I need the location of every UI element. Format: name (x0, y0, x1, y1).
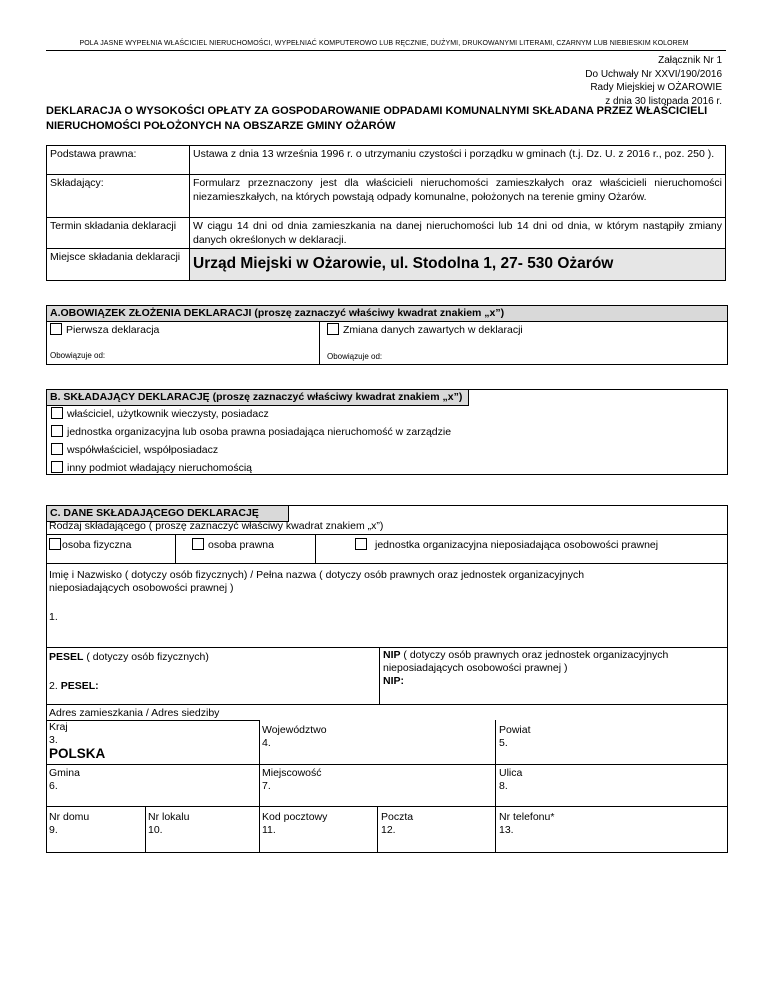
divider (47, 764, 727, 765)
pesel-label-bold: PESEL (49, 651, 84, 663)
post-office-num: 12. (381, 824, 396, 836)
county-field[interactable] (499, 724, 531, 750)
apartment-number-num: 10. (148, 824, 163, 836)
postal-code-num: 11. (262, 824, 276, 836)
address-label: Adres zamieszkania / Adres siedziby (49, 707, 220, 719)
valid-from-label: Obowiązuje od: (327, 352, 383, 361)
option-other-entity[interactable] (51, 461, 252, 475)
checkbox[interactable] (50, 323, 62, 335)
valid-from-label: Obowiązuje od: (50, 351, 106, 360)
section-c-header: C. DANE SKŁADAJĄCEGO DEKLARACJĘ (47, 506, 289, 522)
postal-code-label: Kod pocztowy (262, 811, 328, 823)
name-label-line: Imię i Nazwisko ( dotyczy osób fizycznych) / Pełna nazwa ( dotyczy osób prawnych oraz jednostek organizacyjnych (49, 569, 585, 581)
pesel-field-num: 2. (49, 680, 58, 692)
country-num: 3. (49, 734, 58, 746)
basis-label: Podstawa prawna: (47, 146, 190, 175)
locality-field[interactable] (262, 767, 322, 793)
option-label: współwłaściciel, współposiadacz (67, 444, 219, 456)
country-value: POLSKA (49, 746, 106, 761)
option-label: właściciel, użytkownik wieczysty, posiadacz (67, 408, 269, 420)
section-c (46, 505, 728, 853)
divider (47, 806, 727, 807)
divider (175, 534, 176, 563)
pesel-field-label: PESEL: (60, 680, 99, 692)
pesel-label (49, 651, 209, 664)
house-number-field[interactable] (49, 811, 89, 837)
divider (46, 50, 726, 51)
street-num: 8. (499, 780, 508, 792)
instructions-note: POLA JASNE WYPEŁNIA WŁAŚCICIEL NIERUCHOMOŚCI, WYPEŁNIAĆ KOMPUTEROWO LUB RĘCZNIE, DUŻYMI, DRUKOWANYMI LITERAMI, CZARNYM LUB NIEBIESKIM KOLOREM (79, 40, 689, 47)
option-label: inny podmiot władający nieruchomością (67, 462, 253, 474)
divider (47, 563, 727, 564)
place-value (190, 249, 726, 281)
type-legal-person[interactable] (192, 538, 274, 552)
voivodeship-label: Województwo (262, 724, 327, 736)
checkbox[interactable] (51, 425, 63, 437)
house-number-label: Nr domu (49, 811, 90, 823)
country-label: Kraj (49, 721, 68, 733)
phone-field[interactable] (499, 811, 554, 837)
filer-type-label: Rodzaj składającego ( proszę zaznaczyć właściwy kwadrat znakiem „x”) (49, 520, 384, 532)
option-label: jednostka organizacyjna lub osoba prawna posiadająca nieruchomość w zarządzie (67, 426, 452, 438)
phone-label: Nr telefonu* (499, 811, 555, 823)
annex-line: Załącznik Nr 1 (658, 55, 722, 66)
annex-line: Do Uchwały Nr XXVI/190/2016 (585, 68, 722, 80)
section-b-header: B. SKŁADAJĄCY DEKLARACJĘ (proszę zaznaczyć właściwy kwadrat znakiem „x”) (47, 390, 469, 406)
checkbox[interactable] (51, 461, 63, 473)
street-field[interactable] (499, 767, 522, 793)
nip-field[interactable]: NIP: (383, 675, 404, 687)
section-a-header: A.OBOWIĄZEK ZŁOŻENIA DEKLARACJI (proszę zaznaczyć właściwy kwadrat znakiem „x”) (47, 306, 727, 322)
divider (47, 704, 727, 705)
option-label: osoba prawna (208, 539, 274, 551)
postal-code-field[interactable] (262, 811, 327, 837)
annex-line: z dnia 30 listopada 2016 r. (605, 95, 722, 107)
option-co-owner[interactable] (51, 443, 218, 457)
option-label: Pierwsza deklaracja (66, 324, 160, 336)
option-label: Zmiana danych zawartych w deklaracji (343, 324, 523, 336)
type-organizational-unit[interactable] (355, 538, 658, 552)
filer-label: Składający: (47, 175, 190, 218)
option-change-data[interactable] (327, 323, 523, 337)
locality-num: 7. (262, 780, 271, 792)
commune-num: 6. (49, 780, 58, 792)
country-field[interactable] (49, 721, 105, 760)
declaration-title: DEKLARACJA O WYSOKOŚCI OPŁATY ZA GOSPODAROWANIE ODPADAMI KOMUNALNYMI SKŁADANA PRZEZ WŁAŚCICIELI NIERUCHOMOŚCI POŁOŻONYCH NA OBSZARZE GMINY OŻARÓW (46, 105, 708, 132)
place-label: Miejsce składania deklaracji (47, 249, 190, 281)
divider (259, 720, 260, 852)
apartment-number-label: Nr lokalu (148, 811, 190, 823)
nip-label-rest: ( dotyczy osób prawnych oraz jednostek organizacyjnych (400, 649, 669, 661)
checkbox[interactable] (327, 323, 339, 335)
checkbox[interactable] (51, 407, 63, 419)
divider (379, 647, 380, 704)
divider (47, 534, 727, 535)
info-table (46, 145, 726, 281)
commune-label: Gmina (49, 767, 80, 779)
section-b (46, 389, 728, 475)
name-label (49, 569, 584, 595)
divider (47, 647, 727, 648)
divider (495, 720, 496, 852)
house-number-num: 9. (49, 824, 58, 836)
checkbox[interactable] (192, 538, 204, 550)
deadline-value: W ciągu 14 dni od dnia zamieszkania na danej nieruchomości lub 14 dni od dnia, w którym nastąpiły zmiany danych określonych w deklaracji. (190, 218, 726, 249)
option-label: jednostka organizacyjna nieposiadająca osobowości prawnej (375, 539, 659, 551)
divider (377, 806, 378, 852)
option-first-declaration[interactable] (50, 323, 159, 337)
filer-value: Formularz przeznaczony jest dla właścicieli nieruchomości zamieszkałych oraz właścicieli nieruchomości niezamieszkałych, na których powstają odpady komunalne, położonych na terenie gminy Ożarów. (190, 175, 726, 218)
divider (319, 321, 320, 364)
voivodeship-field[interactable] (262, 724, 327, 750)
voivodeship-num: 4. (262, 737, 271, 749)
pesel-label-rest: ( dotyczy osób fizycznych) (83, 651, 209, 663)
county-num: 5. (499, 737, 508, 749)
annex-line: Rady Miejskiej w OŻAROWIE (590, 82, 722, 93)
divider (145, 806, 146, 852)
option-owner[interactable] (51, 407, 269, 421)
post-office-field[interactable] (381, 811, 413, 837)
section-a (46, 305, 728, 365)
deadline-label: Termin składania deklaracji (47, 218, 190, 249)
commune-field[interactable] (49, 767, 80, 793)
annex-info (585, 54, 722, 108)
option-organizational-unit[interactable] (51, 425, 451, 439)
nip-label-bold: NIP (383, 649, 401, 661)
basis-value: Ustawa z dnia 13 września 1996 r. o utrzymaniu czystości i porządku w gminach (t.j. Dz. U. z 2016 r., poz. 250 ). (190, 146, 726, 175)
checkbox[interactable] (51, 443, 63, 455)
street-label: Ulica (499, 767, 523, 779)
name-field[interactable]: 1. (49, 611, 58, 623)
option-label: osoba fizyczna (62, 539, 132, 551)
checkbox[interactable] (49, 538, 61, 550)
post-office-label: Poczta (381, 811, 414, 823)
nip-label-line: nieposiadających osobowości prawnej ) (383, 662, 568, 674)
county-label: Powiat (499, 724, 531, 736)
nip-label (383, 649, 668, 688)
divider (315, 534, 316, 563)
name-label-line: nieposiadających osobowości prawnej ) (49, 582, 234, 594)
phone-num: 13. (499, 824, 514, 836)
type-natural-person[interactable] (49, 538, 131, 552)
checkbox[interactable] (355, 538, 367, 550)
place-value-text: Urząd Miejski w Ożarowie, ul. Stodolna 1, 27- 530 Ożarów (193, 255, 614, 272)
apartment-number-field[interactable] (148, 811, 189, 837)
pesel-field[interactable] (49, 680, 99, 693)
locality-label: Miejscowość (262, 767, 322, 779)
